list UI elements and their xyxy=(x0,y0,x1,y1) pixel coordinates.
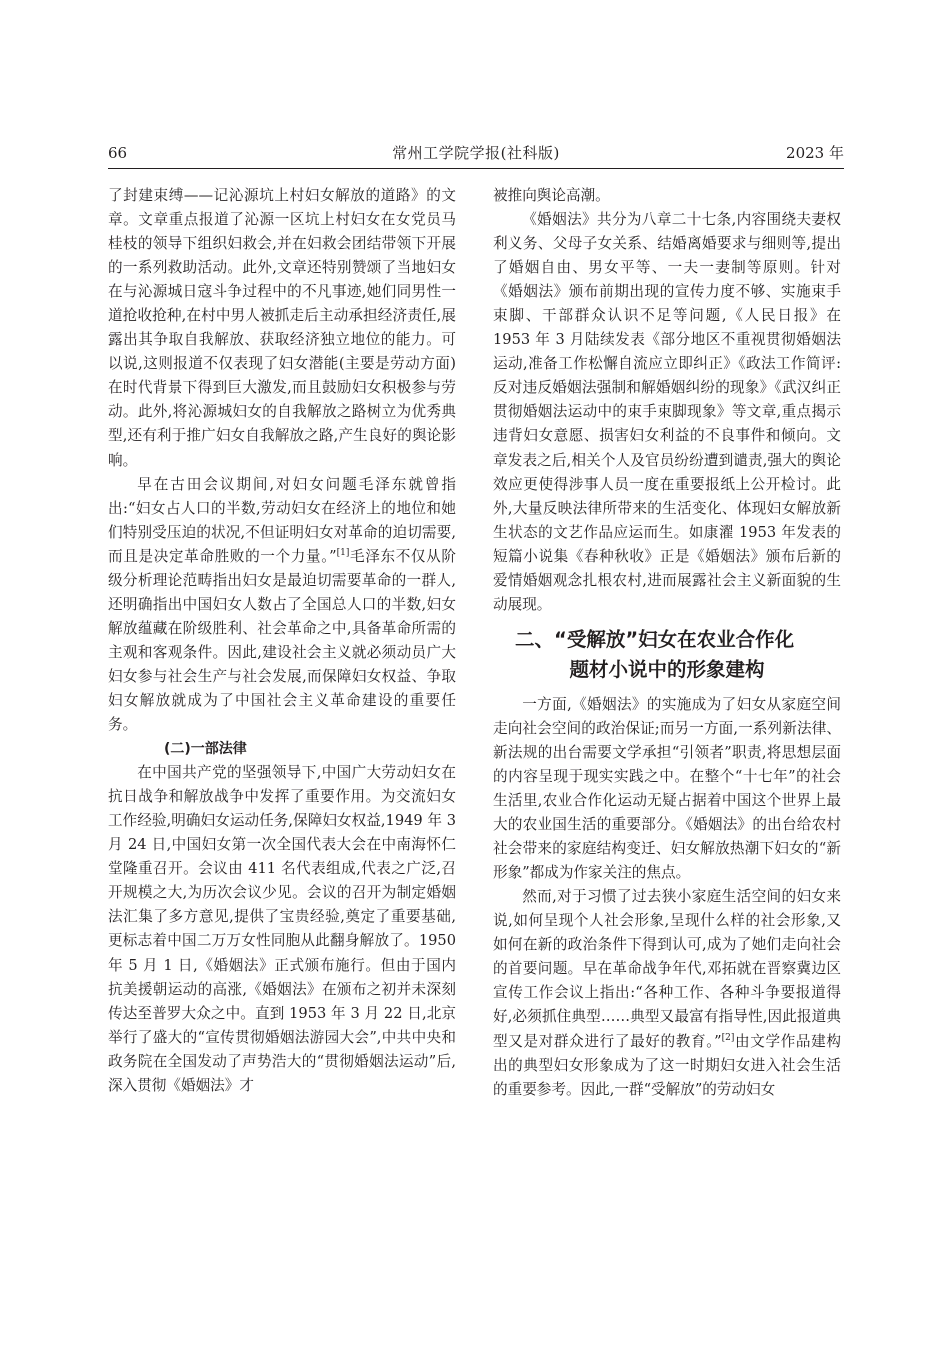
section-heading-line: 二、“受解放”妇女在农业合作化 xyxy=(515,627,795,651)
left-column xyxy=(108,184,456,1098)
header-rule xyxy=(108,168,844,169)
running-header xyxy=(108,142,844,166)
paragraph-text: 毛泽东不仅从阶级分析理论范畴指出妇女是最迫切需要革命的一群人,还明确指出中国妇女人数占了全国总人口的半数,妇女解放蕴藏在阶级胜利、社会革命之中,具备革命所需的主观和客观条件。因此,建设社会主义就必须动员广大妇女参与社会生产与社会发展,而保障妇女权益、争取妇女解放就成为了中国社会主义革命建设的重要任务。 xyxy=(108,547,456,734)
subsection-heading: (二)一部法律 xyxy=(164,741,247,758)
paragraph xyxy=(493,885,841,1101)
citation-ref: [1] xyxy=(336,547,350,558)
paragraph: 《婚姻法》共分为八章二十七条,内容围绕夫妻权利义务、父母子女关系、结婚离婚要求与细则等,提出了婚姻自由、男女平等、一夫一妻制等原则。针对《婚姻法》颁布前期出现的宣传力度不够、实施束手束脚、干部群众认识不足等问题,《人民日报》在 1953 年 3 月陆续发表《部分地区不重视贯彻婚姻法运动,准备工作松懈自流应立即纠正》《政法工作简评:反对违反婚姻法强制和解婚姻纠纷的现象》《武汉纠正贯彻婚姻法运动中的束手束脚现象》等文章,重点揭示违背妇女意愿、损害妇女利益的不良事件和倾向。文章发表之后,相关个人及官员纷纷遭到谴责,强大的舆论效应更使得涉事人员一度在重要报纸上公开检讨。此外,大量反映法律所带来的生活变化、体现妇女解放新生状态的文艺作品应运而生。如康濯 1953 年发表的短篇小说集《春种秋收》正是《婚姻法》颁布后新的爱情婚姻观念扎根农村,进而展露社会主义新面貌的生动展现。 xyxy=(493,211,841,613)
journal-title: 常州工学院学报(社科版) xyxy=(392,144,560,162)
paragraph: 被推向舆论高潮。 xyxy=(493,187,610,204)
paragraph-text: 早在古田会议期间,对妇女问题毛泽东就曾指出:“妇女占人口的半数,劳动妇女在经济上的地位和她们特别受压迫的状况,不但证明妇女对革命的迫切需要,而且是决定革命胜败的一个力量。” xyxy=(108,475,456,565)
citation-ref: [2] xyxy=(721,1032,735,1043)
publication-year: 2023 年 xyxy=(786,144,844,162)
paragraph: 了封建束缚——记沁源坑上村妇女解放的道路》的文章。文章重点报道了沁源一区坑上村妇女在女党员马桂枝的领导下组织妇救会,并在妇救会团结带领下开展的一系列救助活动。此外,文章还特别赞颂了当地妇女在与沁源城日寇斗争过程中的不凡事迹,她们同男性一道抢收抢种,在村中男人被抓走后主动承担经济责任,展露出其争取自我解放、获取经济独立地位的能力。可以说,这则报道不仅表现了妇女潜能(主要是劳动方面)在时代背景下得到巨大激发,而且鼓励妇女积极参与劳动。此外,将沁源城妇女的自我解放之路树立为优秀典型,还有利于推广妇女自我解放之路,产生良好的舆论影响。 xyxy=(108,187,456,469)
paragraph xyxy=(108,473,456,738)
paragraph: 一方面,《婚姻法》的实施成为了妇女从家庭空间走向社会空间的政治保证;而另一方面,一系列新法律、新法规的出台需要文学承担“引领者”职责,将思想层面的内容呈现于现实实践之中。在整个“十七年”的社会生活里,农业合作化运动无疑占据着中国这个世界上最大的农业国生活的重要部分。《婚姻法》的出台给农村社会带来的家庭结构变迁、妇女解放热潮下妇女的“新形象”都成为作家关注的焦点。 xyxy=(493,695,841,882)
paragraph-text: 由文学作品建构出的典型妇女形象成为了这一时期妇女进入社会生活的重要参考。因此,一群“受解放”的劳动妇女 xyxy=(493,1032,841,1098)
page-number: 66 xyxy=(108,144,128,162)
paragraph: 在中国共产党的坚强领导下,中国广大劳动妇女在抗日战争和解放战争中发挥了重要作用。为交流妇女工作经验,明确妇女运动任务,保障妇女权益,1949 年 3 月 24 日,中国妇女第一次全国代表大会在中南海怀仁堂隆重召开。会议由 411 名代表组成,代表之广泛,召开规模之大,为历次会议少见。会议的召开为制定婚姻法汇集了多方意见,提供了宝贵经验,奠定了重要基础,更标志着中国二万万女性同胞从此翻身解放了。1950 年 5 月 1 日,《婚姻法》正式颁布施行。但由于国内抗美援朝运动的高涨,《婚姻法》在颁布之初并未深刻传达至普罗大众之中。直到 1953 年 3 月 22 日,北京举行了盛大的“宣传贯彻婚姻法游园大会”,中共中央和政务院在全国发动了声势浩大的“贯彻婚姻法运动”后,深入贯彻《婚姻法》才 xyxy=(108,764,456,1094)
paragraph-text: 然而,对于习惯了过去狭小家庭生活空间的妇女来说,如何呈现个人社会形象,呈现什么样的社会形象,又如何在新的政治条件下得到认可,成为了她们走向社会的首要问题。早在革命战争年代,邓拓就在晋察冀边区宣传工作会议上指出:“各种工作、各种斗争要报道得好,必须抓住典型……典型又最富有指导性,因此报道典型又是对群众进行了最好的教育。” xyxy=(493,888,841,1050)
section-heading-line: 题材小说中的形象建构 xyxy=(569,657,765,681)
section-heading xyxy=(493,625,841,685)
right-column xyxy=(493,184,841,1102)
